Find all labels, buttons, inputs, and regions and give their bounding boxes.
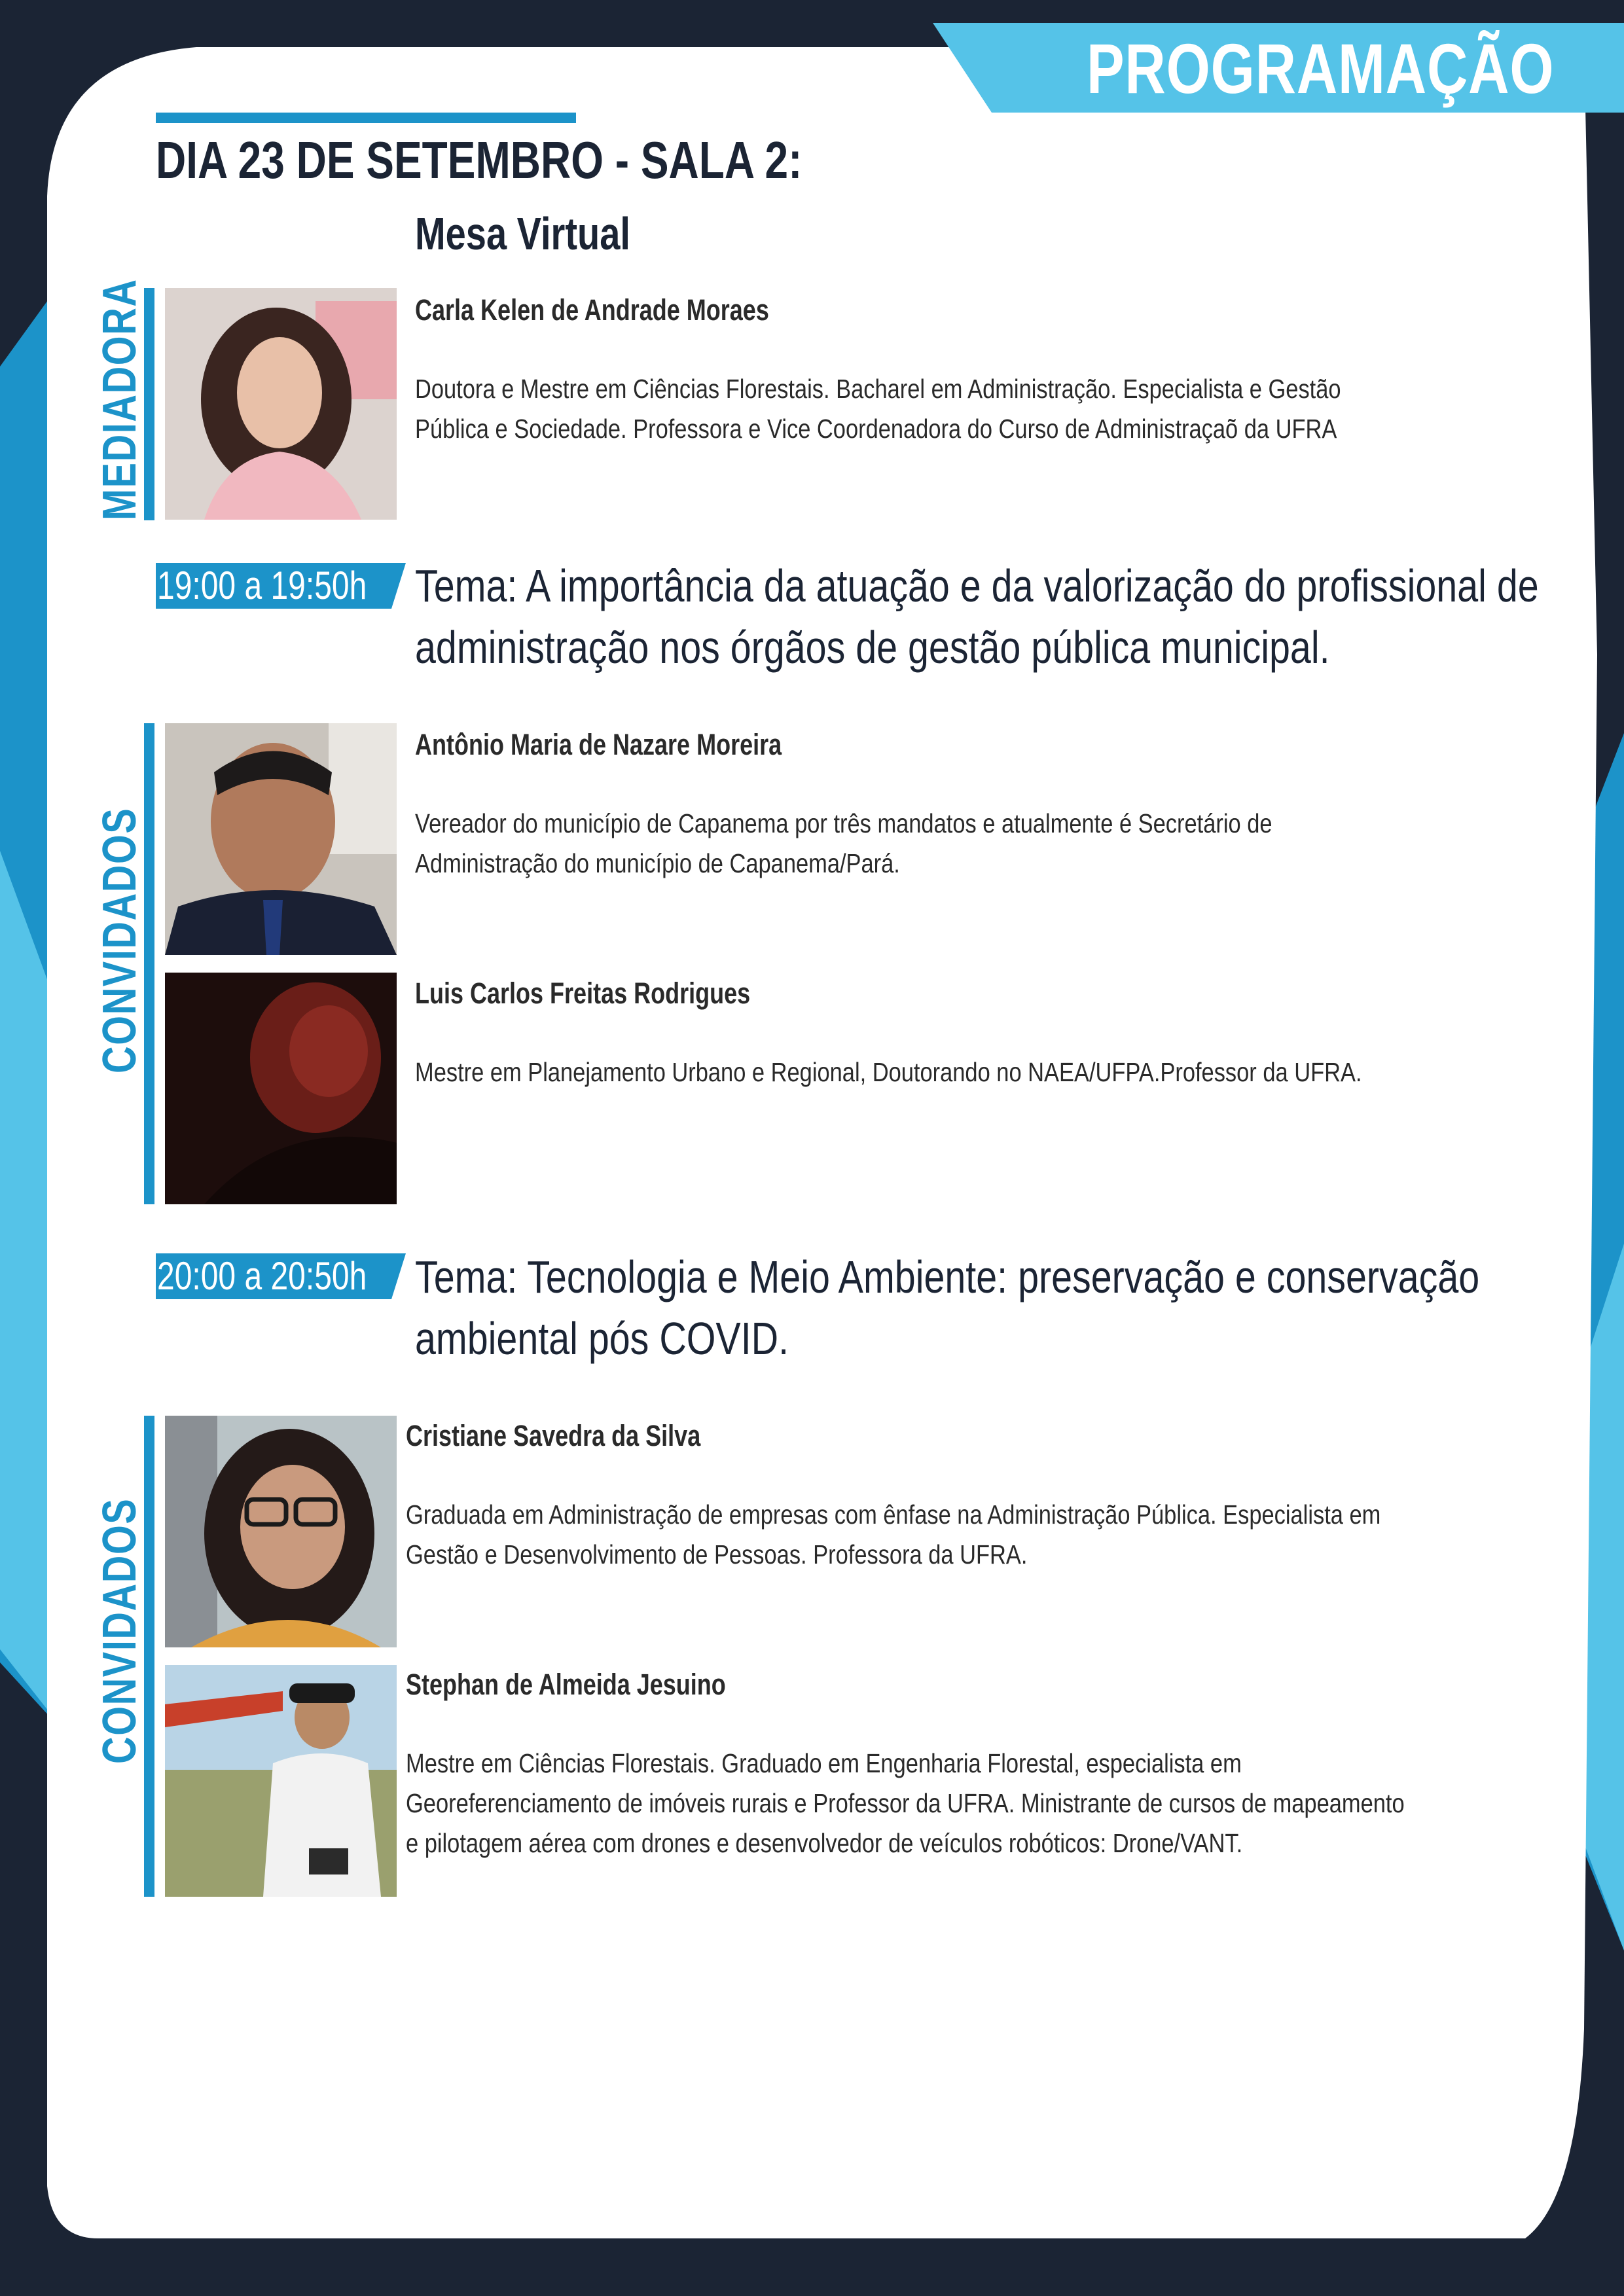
session1-time-badge: 19:00 a 19:50h (156, 563, 406, 609)
guest-bio-cristiane: Graduada em Administração de empresas com ênfase na Administração Pública. Especialista em Gestão e Desenvolvimento de Pessoas. Professora da UFRA. (406, 1499, 1381, 1570)
session2-time-badge: 20:00 a 20:50h (156, 1253, 406, 1299)
mediator-section-label: MEDIADORA (94, 278, 146, 520)
guest-name-stephan: Stephan de Almeida Jesuino (406, 1668, 726, 1701)
mesa-virtual-subtitle: Mesa Virtual (415, 208, 630, 259)
guest-bio-antonio: Vereador do município de Capanema por três mandatos e atualmente é Secretário de Administração do município de Capanema/Pará. (415, 808, 1272, 878)
guest-bio-stephan: Mestre em Ciências Florestais. Graduado em Engenharia Florestal, especialista em Georeferenciamento de imóveis rurais e Professor da UFRA. Ministrante de cursos de mapeamento e pilotagem aérea com drones e desenvolvedor de veículos robóticos: Drone/VANT. (406, 1748, 1405, 1858)
session2-topic: Tema: Tecnologia e Meio Ambiente: preservação e conservação ambiental pós COVID. (415, 1251, 1480, 1364)
guest-bio-luis: Mestre em Planejamento Urbano e Regional, Doutorando no NAEA/UFPA.Professor da UFRA. (415, 1057, 1362, 1087)
day-title: DIA 23 DE SETEMBRO - SALA 2: (156, 131, 803, 189)
session1-guests-label: CONVIDADOS (94, 807, 146, 1073)
guest-photo-cristiane (165, 1416, 397, 1647)
guest-photo-stephan (165, 1665, 397, 1897)
mediator-name: Carla Kelen de Andrade Moraes (415, 293, 769, 327)
guest-name-cristiane: Cristiane Savedra da Silva (406, 1419, 701, 1452)
mediator-bio: Doutora e Mestre em Ciências Florestais. Bacharel em Administração. Especialista e Gestão Pública e Sociedade. Professora e Vice Coordenadora do Curso de Administraçaõ da UFRA (415, 374, 1341, 444)
session1-topic: Tema: A importância da atuação e da valorização do profissional de administração nos órgãos de gestão pública municipal. (415, 560, 1539, 673)
guest-name-antonio: Antônio Maria de Nazare Moreira (415, 728, 782, 761)
programacao-header-title: PROGRAMAÇÃO (1087, 29, 1555, 108)
guest-name-luis: Luis Carlos Freitas Rodrigues (415, 977, 751, 1010)
guest-photo-antonio (165, 723, 397, 955)
guest-photo-luis (165, 973, 397, 1204)
title-accent-rule (156, 113, 576, 123)
session2-guests-label: CONVIDADOS (94, 1498, 146, 1764)
mediator-photo (165, 288, 397, 520)
